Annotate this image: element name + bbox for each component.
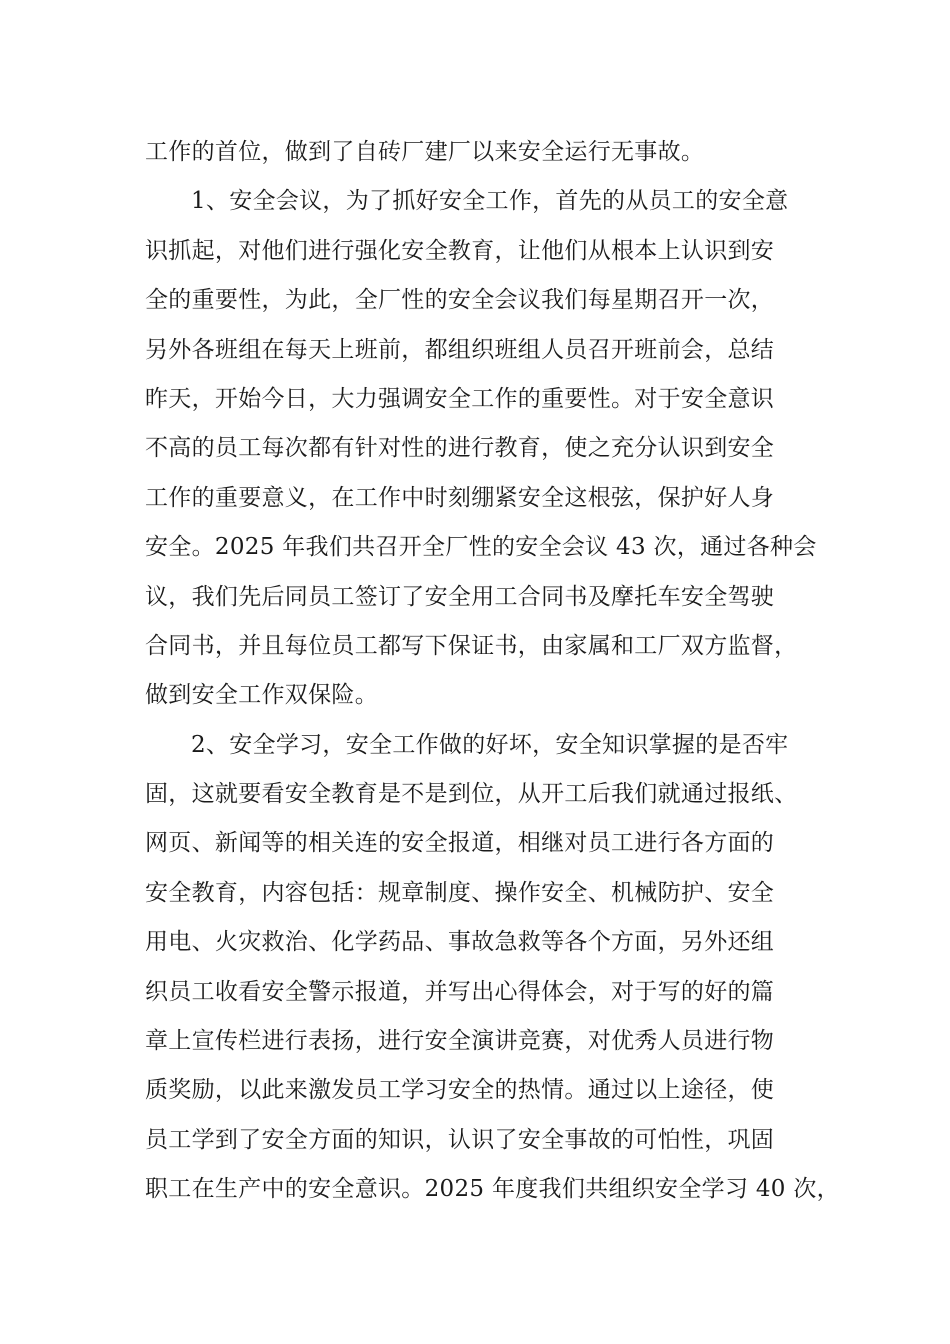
body-text <box>145 128 845 1215</box>
text-line: 工作的首位，做到了自砖厂建厂以来安全运行无事故。 <box>145 139 705 165</box>
text-line: 网页、新闻等的相关连的安全报道，相继对员工进行各方面的 <box>145 830 775 857</box>
text-line: 不高的员工每次都有针对性的进行教育，使之充分认识到安全 <box>145 435 775 462</box>
text-line: 职工在生产中的安全意识。2025 年度我们共组织安全学习 40 次， <box>145 1176 840 1203</box>
text-line: 识抓起，对他们进行强化安全教育，让他们从根本上认识到安 <box>145 237 775 264</box>
text-line: 另外各班组在每天上班前，都组织班组人员召开班前会，总结 <box>145 336 775 363</box>
text-line: 全的重要性，为此，全厂性的安全会议我们每星期召开一次， <box>145 287 775 314</box>
text-line: 章上宣传栏进行表扬，进行安全演讲竞赛，对优秀人员进行物 <box>145 1028 775 1055</box>
text-line: 做到安全工作双保险。 <box>145 682 378 709</box>
text-line: 质奖励，以此来激发员工学习安全的热情。通过以上途径，使 <box>145 1077 775 1104</box>
text-line: 2、安全学习，安全工作做的好坏，安全知识掌握的是否牢 <box>191 731 789 758</box>
text-line: 1、安全会议，为了抓好安全工作，首先的从员工的安全意 <box>191 188 789 215</box>
text-line: 昨天，开始今日，大力强调安全工作的重要性。对于安全意识 <box>145 385 775 412</box>
text-line: 议，我们先后同员工签订了安全用工合同书及摩托车安全驾驶 <box>145 583 775 610</box>
text-line: 固，这就要看安全教育是不是到位，从开工后我们就通过报纸、 <box>145 781 798 808</box>
text-line: 用电、火灾救治、化学药品、事故急救等各个方面，另外还组 <box>145 929 775 956</box>
text-line: 织员工收看安全警示报道，并写出心得体会，对于写的好的篇 <box>145 978 775 1005</box>
text-line: 安全教育，内容包括：规章制度、操作安全、机械防护、安全 <box>145 879 775 906</box>
text-line: 员工学到了安全方面的知识，认识了安全事故的可怕性，巩固 <box>145 1126 775 1153</box>
text-line: 工作的重要意义，在工作中时刻绷紧安全这根弦，保护好人身 <box>145 484 775 511</box>
text-line: 安全。2025 年我们共召开全厂性的安全会议 43 次，通过各种会 <box>145 534 817 561</box>
text-line: 合同书，并且每位员工都写下保证书，由家属和工厂双方监督， <box>145 632 798 659</box>
